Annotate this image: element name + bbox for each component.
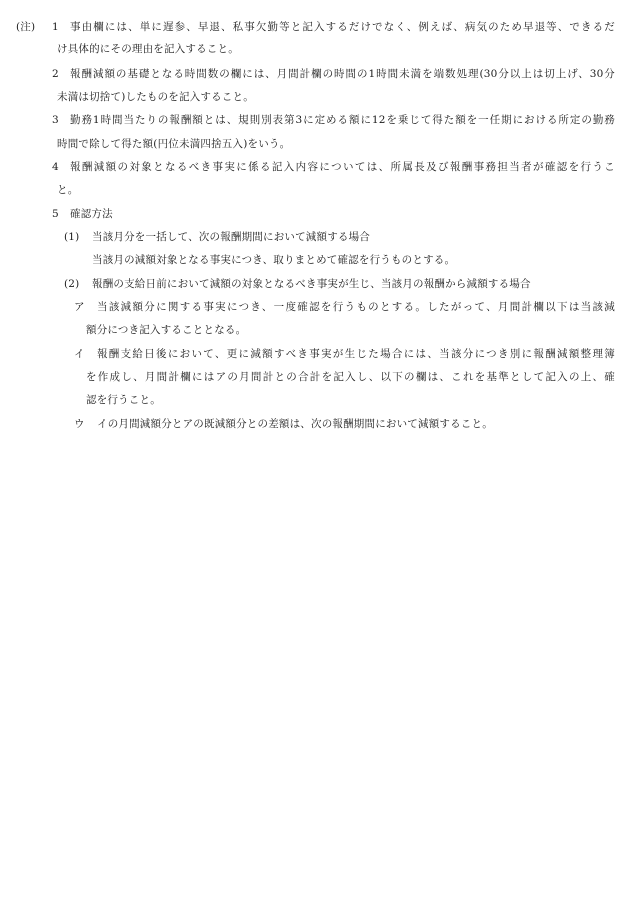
sub-2-i-mark: イ [74, 348, 85, 360]
sub-2-i-line-1: 報酬支給日後において、更に減額すべき事実が生じた場合には、当該分につき別に報酬減額整理簿 [97, 348, 615, 360]
note-3-line-1: 勤務1時間当たりの報酬額とは、規則別表第3に定める額に12を乗じて得た額を一任期における所定の勤務 [70, 114, 615, 126]
sub-2-u-mark: ウ [74, 418, 85, 430]
note-number-1: 1 [52, 21, 59, 33]
note-2-line-2: 未満は切捨て)したものを記入すること。 [57, 91, 254, 103]
note-1-line-1: 事由欄には、単に遅参、早退、私事欠勤等と記入するだけでなく、例えば、病気のため早退等、できるだ [70, 21, 615, 33]
note-1-line-2: け具体的にその理由を記入すること。 [57, 43, 239, 55]
note-4-line-1: 報酬減額の対象となるべき事実に係る記入内容については、所属長及び報酬事務担当者が確認を行うこ [70, 161, 615, 173]
note-2-line-1: 報酬減額の基礎となる時間数の欄には、月間計欄の時間の1時間未満を端数処理(30分以上は切上げ、30分 [70, 68, 615, 80]
note-4-line-2: と。 [57, 184, 79, 196]
sub-2-a-line-1: 当該減額分に関する事実につき、一度確認を行うものとする。したがって、月間計欄以下は当該減 [97, 301, 615, 313]
note-number-4: 4 [52, 161, 59, 173]
sub-2-i-line-2: を作成し、月間計欄にはアの月間計との合計を記入し、以下の欄は、これを基準として記入の上、確 [86, 371, 615, 383]
sub-2-number: (2) [64, 278, 80, 290]
notes-label: (注) [16, 21, 36, 33]
sub-2-title: 報酬の支給日前において減額の対象となるべき事実が生じ、当該月の報酬から減額する場合 [92, 278, 531, 290]
sub-2-a-line-2: 額分につき記入することとなる。 [86, 324, 247, 336]
note-number-3: 3 [52, 114, 59, 126]
sub-2-a-mark: ア [74, 301, 85, 313]
sub-1-number: (1) [64, 231, 80, 243]
note-3-line-2: 時間で除して得た額(円位未満四捨五入)をいう。 [57, 138, 291, 150]
sub-1-body: 当該月の減額対象となる事実につき、取りまとめて確認を行うものとする。 [92, 254, 456, 266]
note-number-5: 5 [52, 208, 59, 220]
sub-2-i-line-3: 認を行うこと。 [86, 394, 161, 406]
sub-2-u-line-1: イの月間減額分とアの既減額分との差額は、次の報酬期間において減額すること。 [97, 418, 493, 430]
note-number-2: 2 [52, 68, 59, 80]
sub-1-title: 当該月分を一括して、次の報酬期間において減額する場合 [92, 231, 370, 243]
note-5-line-1: 確認方法 [70, 208, 113, 220]
